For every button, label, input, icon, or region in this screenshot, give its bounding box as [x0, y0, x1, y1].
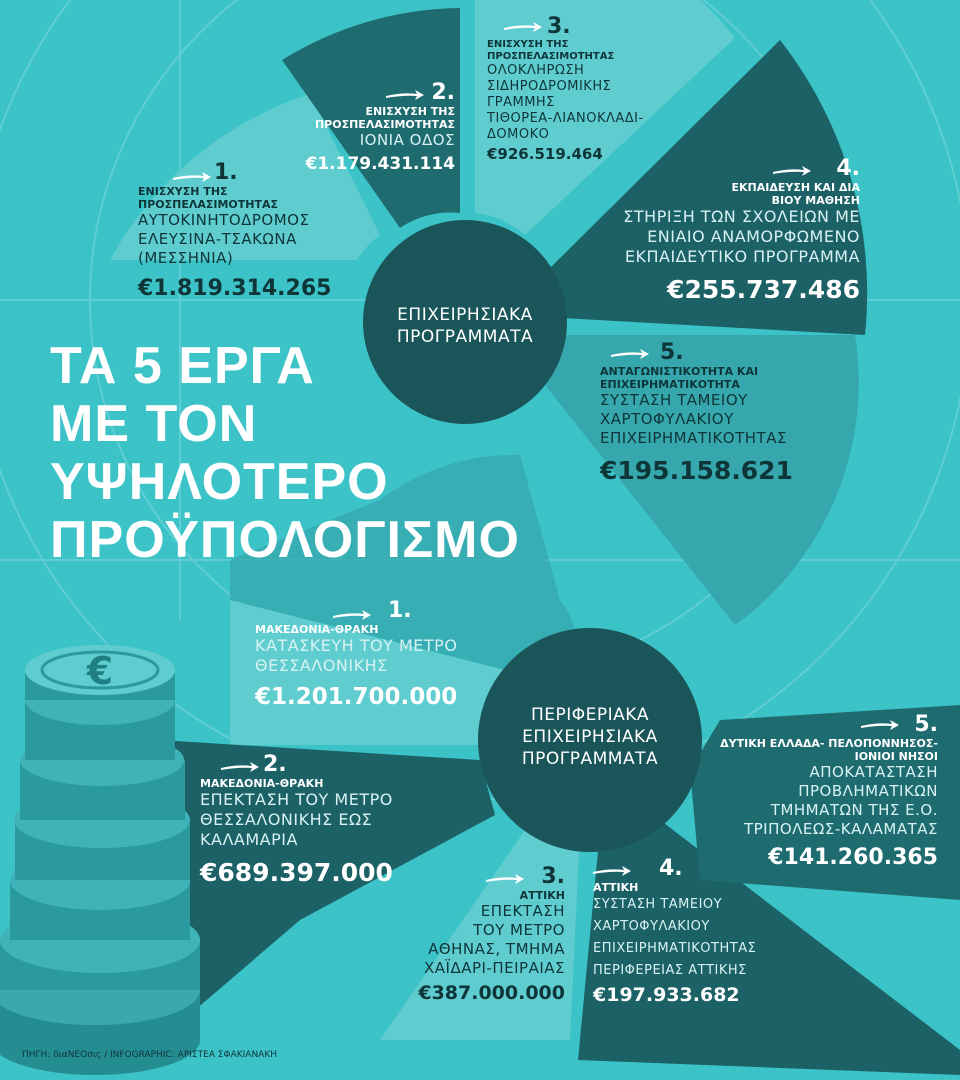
project-name: [600, 391, 830, 448]
project-line: ΧΑΡΤΟΦΥΛΑΚΙΟΥ: [593, 919, 710, 934]
project-line: ΕΝΙΑΙΟ ΑΝΑΜΟΡΦΩΜΕΝΟ: [647, 227, 860, 246]
national-project-2: [285, 80, 455, 174]
amount: €1.179.431.114: [305, 154, 455, 174]
project-name: [720, 763, 938, 839]
project-name: [590, 207, 860, 267]
euro-coin-stack-icon: [0, 645, 200, 1075]
national-project-5: [600, 340, 830, 485]
project-name: [138, 211, 353, 268]
rank: 5.: [660, 340, 684, 365]
national-project-1: [138, 160, 353, 301]
project-name: [487, 63, 687, 143]
hub-line-2: ΠΡΟΓΡΑΜΜΑΤΑ: [396, 327, 534, 347]
project-line: ΣΤΗΡΙΞΗ ΤΩΝ ΣΧΟΛΕΙΩΝ ΜΕ: [623, 207, 860, 226]
category: ΕΝΙΣΧΥΣΗ ΤΗΣ ΠΡΟΣΠΕΛΑΣΙΜΟΤΗΤΑΣ: [138, 185, 279, 211]
hub-line-2: ΕΠΙΧΕΙΡΗΣΙΑΚΑ: [522, 727, 658, 747]
amount: €141.260.365: [768, 845, 938, 870]
title-line-2: ΜΕ ΤΟΝ: [50, 395, 258, 453]
amount: €197.933.682: [593, 984, 740, 1006]
project-line: ΣΙΔΗΡΟΔΡΟΜΙΚΗΣ: [487, 79, 612, 94]
rank: 1.: [214, 160, 238, 185]
category: ΜΑΚΕΔΟΝΙΑ-ΘΡΑΚΗ: [255, 623, 379, 636]
project-line: ΘΕΣΣΑΛΟΝΙΚΗΣ ΕΩΣ: [200, 810, 373, 829]
project-line: ΕΛΕΥΣΙΝΑ-ΤΣΑΚΩΝΑ: [138, 230, 297, 248]
project-line: ΕΠΙΧΕΙΡΗΜΑΤΙΚΟΤΗΤΑΣ: [593, 941, 757, 956]
category: ΕΝΙΣΧΥΣΗ ΤΗΣ ΠΡΟΣΠΕΛΑΣΙΜΟΤΗΤΑΣ: [314, 105, 455, 131]
national-project-4: [590, 156, 860, 304]
project-line: ΔΟΜΟΚΟ: [487, 127, 550, 142]
project-name: [285, 131, 455, 150]
project-line: (ΜΕΣΣΗΝΙΑ): [138, 249, 234, 267]
project-name: [255, 636, 505, 676]
project-line: ΟΛΟΚΛΗΡΩΣΗ: [487, 63, 585, 78]
amount: €195.158.621: [600, 456, 793, 485]
project-line: ΑΥΤΟΚΙΝΗΤΟΔΡΟΜΟΣ: [138, 211, 310, 229]
project-line: ΙΟΝΙΑ ΟΔΟΣ: [359, 131, 455, 149]
amount: €1.201.700.000: [255, 684, 458, 710]
project-line: ΚΑΤΑΣΚΕΥΗ ΤΟΥ ΜΕΤΡΟ: [255, 636, 458, 655]
amount: €689.397.000: [200, 858, 393, 887]
project-line: ΧΑΡΤΟΦΥΛΑΚΙΟΥ: [600, 410, 734, 428]
credit-line: ΠΗΓΗ: διαΝΕΟσις / INFOGRAPHIC: ΑΡΙΣΤΕΑ ΣΦΑΚΙΑΝΑΚΗ: [22, 1050, 278, 1060]
project-name: [593, 894, 793, 982]
amount: €926.519.464: [487, 145, 603, 163]
rank: 2.: [263, 752, 287, 777]
regional-hub-label: [490, 704, 690, 770]
rank: 3.: [547, 14, 571, 39]
project-line: ΠΡΟΒΛΗΜΑΤΙΚΩΝ: [798, 782, 938, 800]
regional-project-1: [255, 598, 505, 710]
amount: €1.819.314.265: [138, 276, 332, 301]
national-project-3: [487, 14, 687, 163]
category: ΕΚΠΑΙΔΕΥΣΗ ΚΑΙ ΔΙΑ ΒΙΟΥ ΜΑΘΗΣΗ: [731, 181, 860, 207]
project-line: ΣΥΣΤΑΣΗ ΤΑΜΕΙΟΥ: [600, 391, 748, 409]
rank: 4.: [836, 156, 860, 181]
category: ΑΝΤΑΓΩΝΙΣΤΙΚΟΤΗΤΑ ΚΑΙ ΕΠΙΧΕΙΡΗΜΑΤΙΚΟΤΗΤΑ: [600, 365, 759, 391]
project-line: ΧΑΪΔΑΡΙ-ΠΕΙΡΑΙΑΣ: [423, 959, 565, 977]
project-line: ΘΕΣΣΑΛΟΝΙΚΗΣ: [255, 656, 388, 675]
project-line: ΤΟΥ ΜΕΤΡΟ: [473, 921, 565, 939]
rank: 1.: [388, 598, 412, 623]
hub-line-1: ΕΠΙΧΕΙΡΗΣΙΑΚΑ: [397, 305, 533, 325]
rank: 2.: [431, 80, 455, 105]
title-line-1: ΤΑ 5 ΕΡΓΑ: [50, 337, 315, 395]
project-line: ΕΠΙΧΕΙΡΗΜΑΤΙΚΟΤΗΤΑΣ: [600, 429, 787, 447]
hub-line-3: ΠΡΟΓΡΑΜΜΑΤΑ: [521, 749, 659, 769]
project-line: ΤΡΙΠΟΛΕΩΣ-ΚΑΛΑΜΑΤΑΣ: [743, 820, 938, 838]
project-name: [200, 790, 440, 850]
svg-text:€: €: [86, 649, 114, 693]
regional-project-3: [385, 864, 565, 1004]
amount: €387.000.000: [418, 982, 565, 1004]
category: ΜΑΚΕΔΟΝΙΑ-ΘΡΑΚΗ: [200, 777, 324, 790]
project-line: ΕΠΕΚΤΑΣΗ: [480, 902, 565, 920]
amount: €255.737.486: [667, 275, 860, 304]
rank: 5.: [914, 712, 938, 737]
category: ΔΥΤΙΚΗ ΕΛΛΑΔΑ- ΠΕΛΟΠΟΝΝΗΣΟΣ-ΙΟΝΙΟΙ ΝΗΣΟΙ: [720, 737, 938, 763]
rank: 4.: [659, 856, 683, 881]
project-line: ΣΥΣΤΑΣΗ ΤΑΜΕΙΟΥ: [593, 897, 723, 912]
category: ΑΤΤΙΚΗ: [519, 889, 565, 902]
project-line: ΕΠΕΚΤΑΣΗ ΤΟΥ ΜΕΤΡΟ: [200, 790, 393, 809]
project-line: ΓΡΑΜΜΗΣ: [487, 95, 555, 110]
category: ΕΝΙΣΧΥΣΗ ΤΗΣ ΠΡΟΣΠΕΛΑΣΙΜΟΤΗΤΑΣ: [487, 39, 615, 62]
main-title: [50, 337, 520, 569]
project-line: ΤΙΘΟΡΕΑ-ΛΙΑΝΟΚΛΑΔΙ-: [487, 111, 644, 126]
project-line: ΚΑΛΑΜΑΡΙΑ: [200, 830, 298, 849]
project-line: ΑΠΟΚΑΤΑΣΤΑΣΗ: [809, 763, 938, 781]
national-hub-label: [368, 304, 562, 348]
hub-line-1: ΠΕΡΙΦΕΡΙΑΚΑ: [530, 705, 650, 725]
title-line-3: ΥΨΗΛΟΤΕΡΟ: [50, 453, 389, 511]
project-line: ΤΜΗΜΑΤΩΝ ΤΗΣ Ε.Ο.: [770, 801, 938, 819]
project-line: ΠΕΡΙΦΕΡΕΙΑΣ ΑΤΤΙΚΗΣ: [593, 963, 747, 978]
rank: 3.: [541, 864, 565, 889]
project-line: ΕΚΠΑΙΔΕΥΤΙΚΟ ΠΡΟΓΡΑΜΜΑ: [624, 247, 860, 266]
regional-project-4: [593, 856, 793, 1006]
category: ΑΤΤΙΚΗ: [593, 881, 639, 894]
regional-project-5: [720, 712, 938, 870]
project-name: [385, 902, 565, 978]
project-line: ΑΘΗΝΑΣ, ΤΜΗΜΑ: [428, 940, 565, 958]
title-line-4: ΠΡΟΫΠΟΛΟΓΙΣΜΟ: [50, 511, 520, 569]
